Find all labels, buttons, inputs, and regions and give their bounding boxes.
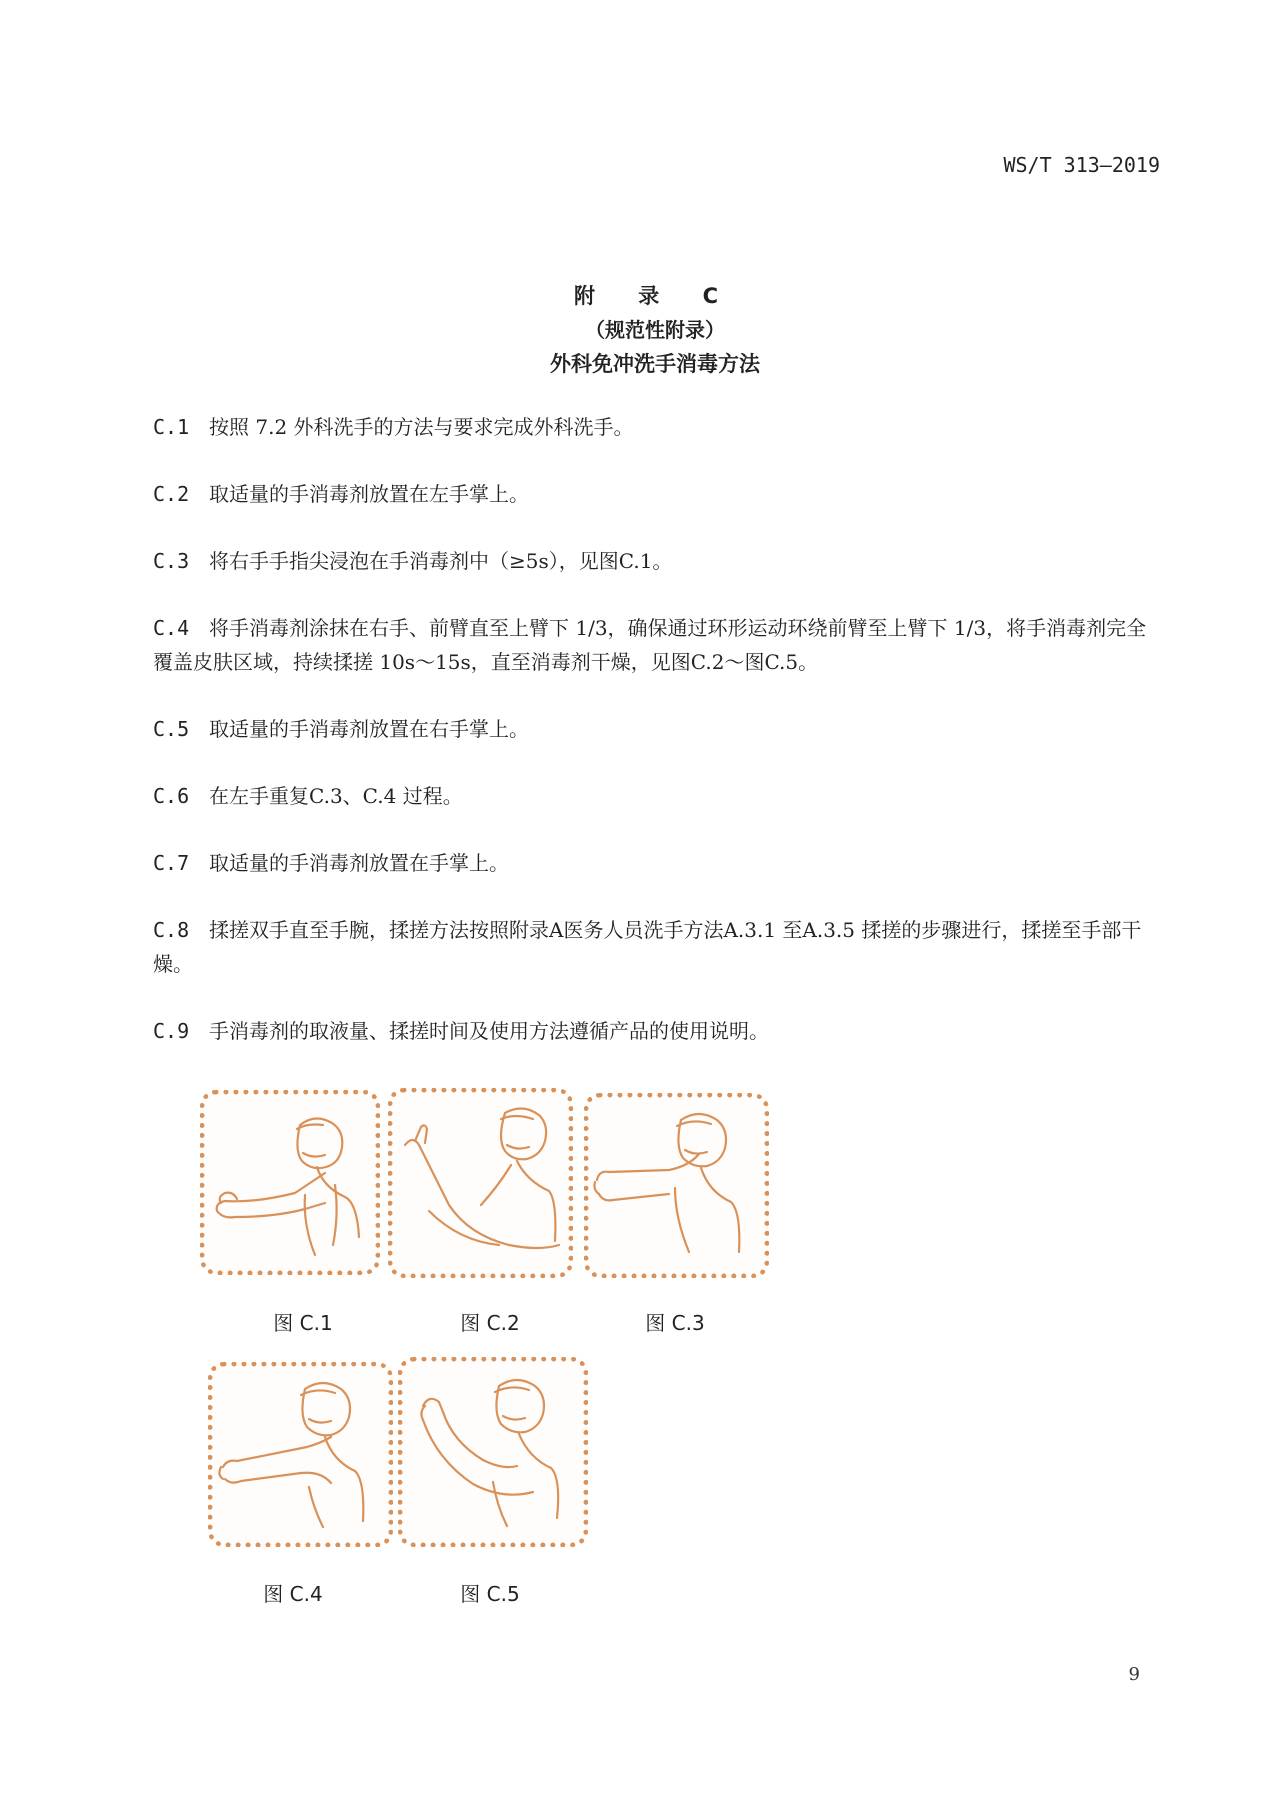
clause-number: C.5 — [153, 717, 190, 741]
appendix-title: 附 录 C — [573, 284, 737, 308]
clause-text: 手消毒剂的取液量、揉搓时间及使用方法遵循产品的使用说明。 — [209, 1019, 769, 1043]
clause-text: 揉搓双手直至手腕，揉搓方法按照附录A医务人员洗手方法A.3.1 至A.3.5 揉搓的步骤进行，揉搓至手部干燥。 — [153, 918, 1142, 976]
figure-c3-illustration — [584, 1093, 769, 1278]
clause-number: C.8 — [153, 918, 190, 942]
clause-number: C.1 — [153, 415, 190, 439]
standard-number: WS/T 313—2019 — [1003, 153, 1160, 177]
figure-c5-caption: 图 C.5 — [460, 1582, 520, 1606]
clause-c5 — [153, 712, 1163, 746]
clause-c9 — [153, 1014, 1163, 1048]
figure-c3-caption: 图 C.3 — [645, 1311, 705, 1335]
clause-text: 将右手手指尖浸泡在手消毒剂中（≥5s），见图C.1。 — [209, 549, 673, 573]
figure-c2-illustration — [388, 1088, 573, 1278]
figure-c5-illustration — [398, 1357, 588, 1547]
figure-c4-drawing — [213, 1367, 388, 1542]
clause-c4 — [153, 611, 1163, 679]
clause-text: 取适量的手消毒剂放置在左手掌上。 — [209, 482, 529, 506]
appendix-type: （规范性附录） — [585, 318, 725, 342]
clause-c8 — [153, 913, 1163, 981]
clause-number: C.9 — [153, 1019, 190, 1043]
figure-c1-drawing — [205, 1095, 375, 1270]
clause-number: C.3 — [153, 549, 190, 573]
figure-c1-caption: 图 C.1 — [273, 1311, 333, 1335]
figure-c5-drawing — [403, 1362, 583, 1542]
clause-c3 — [153, 544, 1163, 578]
clause-c6 — [153, 779, 1163, 813]
figure-c4-caption: 图 C.4 — [263, 1582, 323, 1606]
clause-number: C.4 — [153, 616, 190, 640]
figure-c2-caption: 图 C.2 — [460, 1311, 520, 1335]
figure-c4-illustration — [208, 1362, 393, 1547]
clause-c7 — [153, 846, 1163, 880]
clause-c2 — [153, 477, 1163, 511]
clause-text: 在左手重复C.3、C.4 过程。 — [209, 784, 463, 808]
figure-c1-illustration — [200, 1090, 380, 1275]
appendix-name: 外科免冲洗手消毒方法 — [550, 352, 760, 376]
figure-c2-drawing — [393, 1093, 568, 1273]
clause-c1 — [153, 410, 1163, 444]
clause-text: 取适量的手消毒剂放置在右手掌上。 — [209, 717, 529, 741]
clause-number: C.2 — [153, 482, 190, 506]
page-number: 9 — [1128, 1664, 1140, 1685]
clause-text: 取适量的手消毒剂放置在手掌上。 — [209, 851, 509, 875]
clause-text: 将手消毒剂涂抹在右手、前臂直至上臂下 1/3，确保通过环形运动环绕前臂至上臂下 1/3，将手消毒剂完全覆盖皮肤区域，持续揉搓 10s～15s，直至消毒剂干燥，见图C.2～图C.5。 — [153, 616, 1147, 674]
clause-number: C.6 — [153, 784, 190, 808]
clause-number: C.7 — [153, 851, 190, 875]
figure-c3-drawing — [589, 1098, 764, 1273]
clause-text: 按照 7.2 外科洗手的方法与要求完成外科洗手。 — [209, 415, 634, 439]
